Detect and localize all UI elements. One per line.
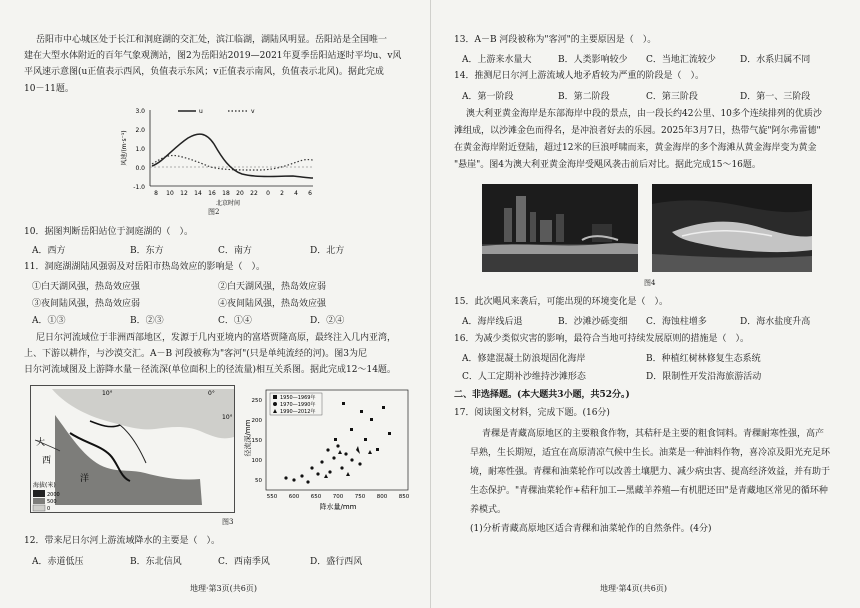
q11-option-b[interactable]: B．②③ <box>130 316 164 326</box>
fig2-series-u <box>152 134 313 178</box>
q17-sub-question-1: (1)分析青藏高原地区适合青稞和油菜轮作的自然条件。(4分) <box>470 524 712 534</box>
fig2-xtick: 0 <box>266 190 270 197</box>
scatter-ytick: 150 <box>251 438 262 444</box>
fig2-xtick: 22 <box>250 190 258 197</box>
fig2-wind-chart <box>118 104 318 214</box>
fig3-scatter <box>242 388 412 516</box>
q11-option-c[interactable]: C．①④ <box>218 316 252 326</box>
q13-option-b[interactable]: B．人类影响较少 <box>558 55 628 65</box>
fig2-xtick: 8 <box>154 190 158 197</box>
q14-option-c[interactable]: C．第三阶段 <box>646 92 698 102</box>
scatter-legend-2: 1970—1990年 <box>280 402 316 408</box>
fig2-ytick: 3.0 <box>135 108 145 115</box>
map-legend-title: 海拔(米) <box>33 482 56 489</box>
fig2-ytick: 0.0 <box>135 165 145 172</box>
scatter-xtick: 550 <box>266 494 278 500</box>
q11-statement-2: ②白天湖风强，热岛效应弱 <box>218 282 327 292</box>
coast-intro-2: 滩组成，以沙滩金色而得名，是冲浪者好去的乐园。2025年3月7日，热带气旋"阿尔弗雷德" <box>454 126 821 136</box>
fig2-xtick: 12 <box>180 190 188 197</box>
fig2-xlabel: 北京时间 <box>215 200 241 207</box>
scatter-ytick: 200 <box>251 418 262 424</box>
fig4-photo-after <box>652 184 812 272</box>
q14-option-b[interactable]: B．第二阶段 <box>558 92 610 102</box>
q16-option-b[interactable]: B．种植红树林修复生态系统 <box>646 354 761 364</box>
scatter-xtick: 800 <box>376 494 388 500</box>
map-legend-3: 0 <box>47 506 51 512</box>
q12-option-b[interactable]: B．东北信风 <box>130 557 182 567</box>
scatter-legend-1: 1950—1969年 <box>280 395 316 401</box>
q10-stem: 10．据图判断岳阳站位于洞庭湖的（ ）。 <box>24 227 193 237</box>
q12-option-d[interactable]: D．盛行西风 <box>310 557 363 567</box>
q14-option-a[interactable]: A．第一阶段 <box>462 92 514 102</box>
scatter-ytick: 250 <box>251 398 262 404</box>
map-label-da: 大 <box>36 438 46 448</box>
coast-intro-3: 在黄金海岸附近登陆，超过12米的巨浪呼啸而来，黄金海岸的多个海滩从黄金海岸变为黄金 <box>454 143 817 153</box>
scatter-ytick: 100 <box>251 458 262 464</box>
fig2-xtick: 14 <box>194 190 202 197</box>
q11-stem: 11．洞庭湖湖陆风强弱及对岳阳市热岛效应的影响是（ ）。 <box>24 262 265 272</box>
intro-line-1: 岳阳市中心城区处于长江和洞庭湖的交汇处，滨江临湖，湖陆风明显。岳阳站是全国唯一 <box>36 35 388 45</box>
q13-stem: 13．A－B 河段被称为"客河"的主要原因是（ ）。 <box>454 35 657 45</box>
fig4-photo-before <box>482 184 638 272</box>
q17-material-5: 养模式。 <box>470 505 507 515</box>
q17-material-1: 青稞是青藏高原地区的主要粮食作物，其秸秆是主要的粗食饲料。青稞耐寒性强，高产 <box>482 429 825 439</box>
q15-option-c[interactable]: C．海蚀柱增多 <box>646 317 707 327</box>
scatter-legend-3: 1990—2012年 <box>280 409 316 415</box>
fig2-ytick: 1.0 <box>135 146 145 153</box>
q15-option-a[interactable]: A．海岸线后退 <box>462 317 523 327</box>
intro2-line-2: 上、下游以耕作，与沙漠交汇。A－B 河段被称为"客河"(只是单纯流经的河)。图3为尼 <box>24 349 368 359</box>
q10-option-b[interactable]: B．东方 <box>130 246 164 256</box>
q16-option-d[interactable]: D．限制性开发沿海旅游活动 <box>646 372 762 382</box>
intro-line-2: 建在大型水体附近的百年气象观测站，图2为岳阳站2019—2021年夏季岳阳站逐时平均u、v风 <box>24 51 402 61</box>
q17-material-2: 早熟，生长期短，适宜在高原清凉气候中生长。油菜是一种油料作物，喜冷凉及阳光充足环 <box>470 448 831 458</box>
map-legend-1: 2000 <box>47 492 60 498</box>
scatter-xtick: 700 <box>332 494 344 500</box>
scatter-xtick: 650 <box>310 494 322 500</box>
q12-option-c[interactable]: C．西南季风 <box>218 557 270 567</box>
q11-statement-3: ③夜间陆风强，热岛效应弱 <box>32 299 141 309</box>
fig2-xtick: 18 <box>222 190 230 197</box>
q11-option-d[interactable]: D．②④ <box>310 316 345 326</box>
fig2-legend-v: v <box>251 108 255 115</box>
fig2-ylabel: 风速/(m·s⁻¹) <box>121 130 128 166</box>
q16-option-c[interactable]: C．人工定期补沙维持沙滩形态 <box>462 372 586 382</box>
map-legend-2: 500 <box>47 499 57 505</box>
fig2-xtick: 2 <box>280 190 284 197</box>
map-label-yang: 洋 <box>80 474 90 484</box>
coast-intro-4: "悬崖"。图4为澳大利亚黄金海岸受飓风袭击前后对比。据此完成15～16题。 <box>454 160 761 170</box>
intro2-line-1: 尼日尔河流域位于非洲西部地区，发源于几内亚境内的富塔贾隆高原，最终注入几内亚湾， <box>36 333 397 343</box>
page-gutter <box>430 0 431 608</box>
q10-option-c[interactable]: C．南方 <box>218 246 252 256</box>
intro-line-4: 10－11题。 <box>24 84 74 94</box>
q17-stem: 17．阅读图文材料，完成下题。(16分) <box>454 408 610 418</box>
map-lon-label: 10° <box>102 390 113 397</box>
fig2-xtick: 16 <box>208 190 216 197</box>
fig3-niger-map <box>30 385 235 513</box>
coast-intro-1: 澳大利亚黄金海岸是东部海岸中段的景点，由一段长约42公里、10多个连续排列的优质沙 <box>466 109 822 119</box>
right-column <box>448 0 860 608</box>
fig2-ytick: 2.0 <box>135 127 145 134</box>
q10-option-a[interactable]: A．西方 <box>32 246 66 256</box>
map-lat-label: 10° <box>222 414 233 421</box>
scatter-xtick: 600 <box>288 494 300 500</box>
q16-stem: 16．为减少类似灾害的影响，最符合当地可持续发展原则的措施是（ ）。 <box>454 334 749 344</box>
q17-material-3: 境，耐寒性强。青稞和油菜轮作可以改善土壤肥力、减少病虫害、提高经济效益，并有助于 <box>470 467 831 477</box>
fig2-xtick: 20 <box>236 190 244 197</box>
scatter-ylabel: 径流深/mm <box>244 419 252 457</box>
q11-statement-4: ④夜间陆风强，热岛效应强 <box>218 299 327 309</box>
q11-option-a[interactable]: A．①③ <box>32 316 66 326</box>
q11-statement-1: ①白天湖风强，热岛效应强 <box>32 282 141 292</box>
scatter-xtick: 850 <box>398 494 410 500</box>
intro2-line-3: 日尔河流域图及上游降水量－径流深(单位面积上的径流量)相互关系图。据此完成12～14题。 <box>24 365 396 375</box>
q13-option-c[interactable]: C．当地汇流较少 <box>646 55 716 65</box>
fig2-xtick: 4 <box>294 190 298 197</box>
scatter-xtick: 750 <box>354 494 366 500</box>
q15-option-d[interactable]: D．海水盐度升高 <box>740 317 811 327</box>
fig2-xtick: 6 <box>308 190 312 197</box>
q13-option-d[interactable]: D．水系归属不同 <box>740 55 811 65</box>
fig2-ytick: -1.0 <box>133 184 145 191</box>
fig2-legend-u: u <box>199 108 203 115</box>
fig2-xtick: 10 <box>166 190 174 197</box>
q15-stem: 15．此次飓风来袭后，可能出现的环境变化是（ ）。 <box>454 297 668 307</box>
q10-option-d[interactable]: D．北方 <box>310 246 345 256</box>
map-label-xi: 西 <box>42 456 52 466</box>
q17-material-4: 生态保护。"青稞油菜轮作+秸秆加工—黑藏羊养殖—有机肥还田"是青藏地区常见的循环种 <box>470 486 828 496</box>
q16-option-a[interactable]: A．修建混凝土防浪堤固化海岸 <box>462 354 586 364</box>
map-lon-label-2: 0° <box>208 390 215 397</box>
q15-option-b[interactable]: B．沙滩沙砾变细 <box>558 317 628 327</box>
q13-option-a[interactable]: A．上游来水量大 <box>462 55 532 65</box>
q14-option-d[interactable]: D．第一、三阶段 <box>740 92 811 102</box>
q12-option-a[interactable]: A．赤道低压 <box>32 557 84 567</box>
intro-line-3: 平风速示意图(u正值表示西风，负值表示东风；v正值表示南风，负值表示北风)。据此完成 <box>24 67 384 77</box>
q12-stem: 12．带来尼日尔河上游流域降水的主要是（ ）。 <box>24 536 220 546</box>
fig4-caption: 图4 <box>644 279 656 287</box>
scatter-xlabel: 降水量/mm <box>319 503 357 511</box>
left-column <box>10 0 422 608</box>
q14-stem: 14．推测尼日尔河上游流域人地矛盾较为严重的阶段是（ ）。 <box>454 71 704 81</box>
page-footer-left: 地理·第3页(共6页) <box>190 584 257 593</box>
section-2-heading: 二、非选择题。(本大题共3小题，共52分。) <box>454 390 630 400</box>
fig2-caption: 图2 <box>208 208 220 216</box>
scatter-ytick: 50 <box>255 478 262 484</box>
page-footer-right: 地理·第4页(共6页) <box>600 584 667 593</box>
fig3-caption: 图3 <box>222 518 234 526</box>
